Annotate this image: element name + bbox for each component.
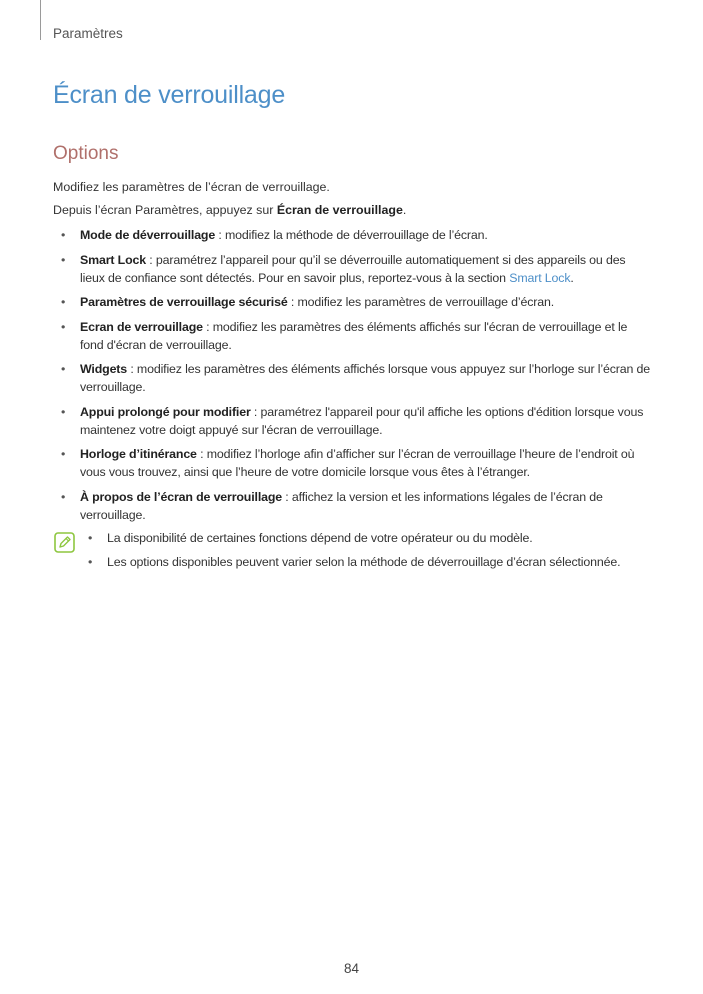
intro-text <box>53 179 330 196</box>
option-term: Ecran de verrouillage <box>80 319 203 334</box>
option-text: : affichez la version et les informations légales de l’écran de verrouillage. <box>80 489 603 522</box>
options-list <box>53 226 653 530</box>
option-term: Paramètres de verrouillage sécurisé <box>80 295 288 309</box>
intro-instruction <box>53 202 406 219</box>
option-term: Widgets <box>80 362 128 376</box>
option-term: Smart Lock <box>80 252 146 267</box>
option-text-after: . <box>570 270 574 285</box>
option-item-long-press <box>53 403 653 439</box>
option-item-secure-lock <box>53 293 653 311</box>
section-title: Options <box>53 143 119 164</box>
bullet-marker: • <box>61 362 66 376</box>
note-item <box>80 529 670 547</box>
smart-lock-link[interactable]: Smart Lock <box>509 270 571 285</box>
bullet-marker: • <box>61 252 66 267</box>
bullet-marker: • <box>88 555 93 569</box>
page-number: 84 <box>343 961 360 976</box>
bullet-marker: • <box>61 228 66 242</box>
option-text: : modifiez les paramètres des éléments affichés sur l'écran de verrouillage et le fond d'écran de verrouillage. <box>80 319 628 352</box>
header-divider <box>40 0 41 40</box>
bullet-marker: • <box>61 319 66 334</box>
option-text: : modifiez les paramètres des éléments affichés lorsque vous appuyez sur l’horloge sur l’écran de verrouillage. <box>80 362 650 394</box>
intro-line-2-bold: Écran de verrouillage <box>276 203 403 217</box>
page-title: Écran de verrouillage <box>53 81 286 109</box>
intro-line-2-prefix: Depuis l’écran Paramètres, appuyez sur <box>53 203 277 217</box>
option-item-roaming-clock <box>53 445 653 481</box>
option-text: : paramétrez l'appareil pour qu'il affiche les options d'édition lorsque vous maintenez votre doigt appuyé sur l'écran de verrouillage. <box>80 404 644 437</box>
option-item-mode <box>53 226 653 244</box>
option-item-about <box>53 488 653 524</box>
option-text: : modifiez l’horloge afin d’afficher sur l’écran de verrouillage l’heure de l’endroit où vous vous trouvez, ainsi que l’heure de votre domicile lorsque vous êtes à l’étranger. <box>80 447 635 479</box>
note-pencil-icon <box>54 532 75 553</box>
note-item <box>80 553 670 571</box>
option-item-lock-screen <box>53 318 653 354</box>
note-text: Les options disponibles peuvent varier selon la méthode de déverrouillage d’écran sélectionnée. <box>107 555 621 569</box>
option-text: : modifiez les paramètres de verrouillage d’écran. <box>287 295 555 309</box>
option-term: Appui prolongé pour modifier <box>80 404 251 419</box>
option-item-widgets <box>53 360 653 396</box>
option-term: Horloge d’itinérance <box>80 447 197 461</box>
bullet-marker: • <box>61 404 66 419</box>
intro-line-2-suffix: . <box>402 203 407 217</box>
bullet-marker: • <box>61 295 66 309</box>
option-term: À propos de l’écran de verrouillage <box>80 489 283 504</box>
option-text: : paramétrez l’appareil pour qu’il se déverrouille automatiquement si des appareils ou des lieux de confiance sont détectés. Pour en savoir plus, reportez-vous à la section <box>80 252 626 285</box>
notes-list <box>80 529 670 577</box>
option-text: : modifiez la méthode de déverrouillage de l’écran. <box>215 228 488 242</box>
bullet-marker: • <box>61 489 66 504</box>
header-section-label: Paramètres <box>53 26 123 41</box>
intro-line-1: Modifiez les paramètres de l’écran de verrouillage. <box>53 180 330 194</box>
bullet-marker: • <box>61 447 66 461</box>
option-term: Mode de déverrouillage <box>80 228 216 242</box>
bullet-marker: • <box>88 531 93 545</box>
note-text: La disponibilité de certaines fonctions dépend de votre opérateur ou du modèle. <box>107 531 533 545</box>
option-item-smart-lock <box>53 251 653 287</box>
